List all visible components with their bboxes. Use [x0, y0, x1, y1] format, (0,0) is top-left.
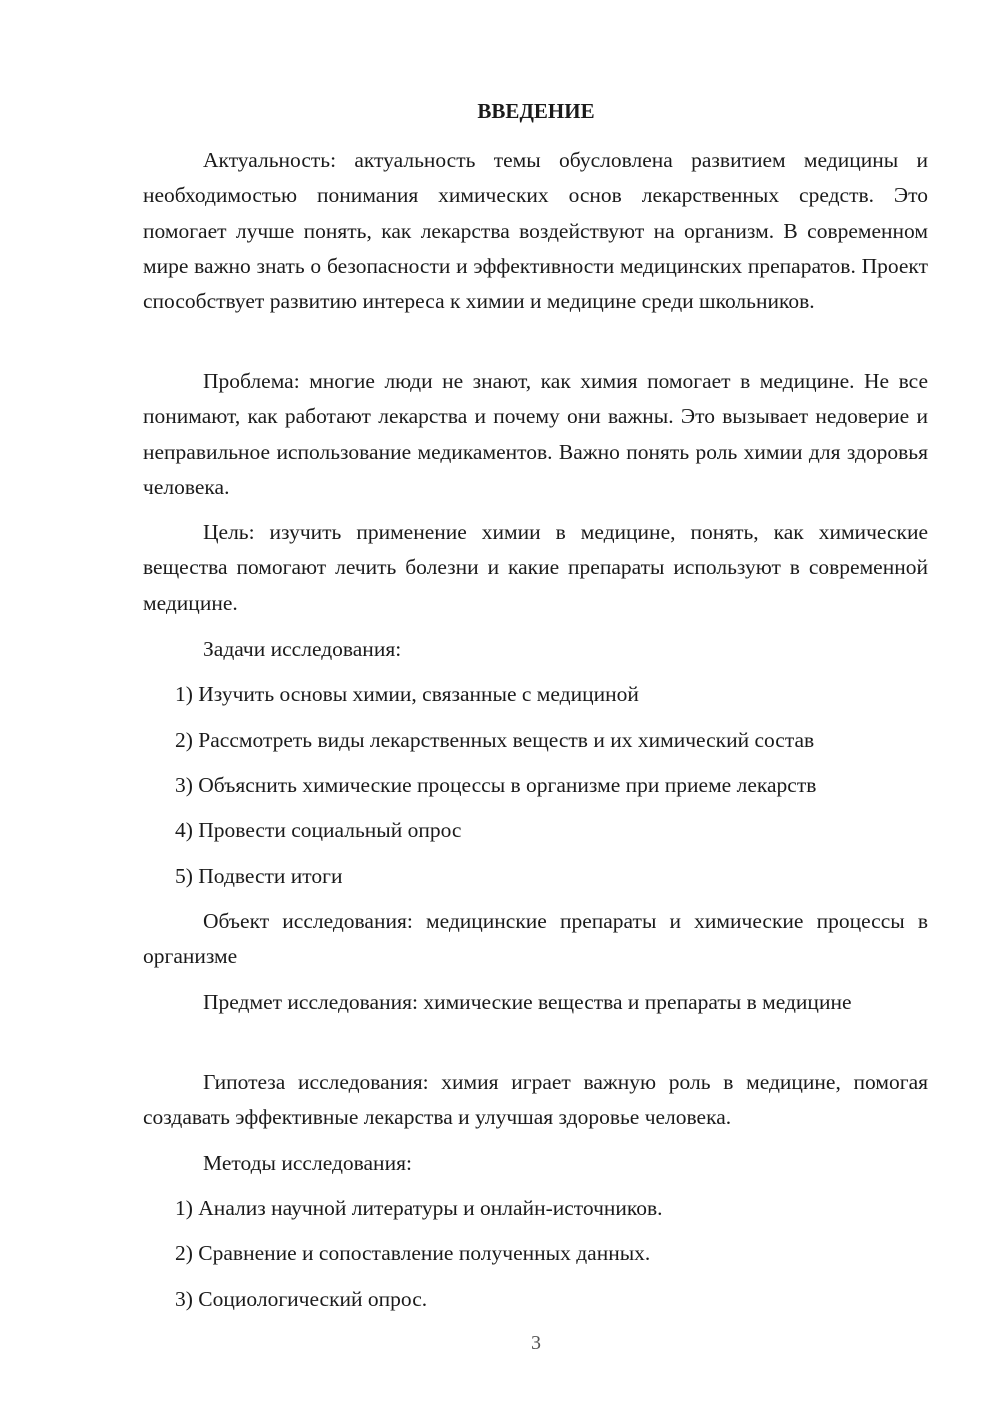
method-item: 3) Социологический опрос.: [175, 1287, 428, 1311]
section-heading: ВВЕДЕНИЕ: [477, 99, 595, 123]
tasks-label: Задачи исследования:: [203, 637, 402, 661]
goal-paragraph: Цель: изучить применение химии в медицине, понять, как химические вещества помогают лечить болезни и какие препараты используют в современной медицине.: [143, 520, 928, 615]
methods-label: Методы исследования:: [203, 1151, 412, 1175]
problem-paragraph: Проблема: многие люди не знают, как химия помогает в медицине. Не все понимают, как работают лекарства и почему они важны. Это вызывает недоверие и неправильное использование медикаментов. Важно понять роль химии для здоровья человека.: [143, 369, 928, 499]
hypothesis-paragraph: Гипотеза исследования: химия играет важную роль в медицине, помогая создавать эффективные лекарства и улучшая здоровье человека.: [143, 1070, 928, 1130]
subject-paragraph: Предмет исследования: химические вещества и препараты в медицине: [203, 990, 852, 1014]
task-item: 4) Провести социальный опрос: [175, 818, 462, 842]
task-item: 2) Рассмотреть виды лекарственных веществ и их химический состав: [175, 728, 815, 752]
task-item: 1) Изучить основы химии, связанные с медициной: [175, 682, 639, 706]
task-item: 3) Объяснить химические процессы в организме при приеме лекарств: [175, 773, 817, 797]
object-paragraph: Объект исследования: медицинские препараты и химические процессы в организме: [143, 909, 928, 969]
method-item: 1) Анализ научной литературы и онлайн-источников.: [175, 1196, 663, 1220]
method-item: 2) Сравнение и сопоставление полученных данных.: [175, 1241, 651, 1265]
task-item: 5) Подвести итоги: [175, 864, 343, 888]
page-number: 3: [531, 1332, 541, 1354]
relevance-paragraph: Актуальность: актуальность темы обусловлена развитием медицины и необходимостью понимания химических основ лекарственных средств. Это помогает лучше понять, как лекарства воздействуют на организм. В современном мире важно знать о безопасности и эффективности медицинских препаратов. Проект способствует развитию интереса к химии и медицине среди школьников.: [143, 148, 928, 314]
